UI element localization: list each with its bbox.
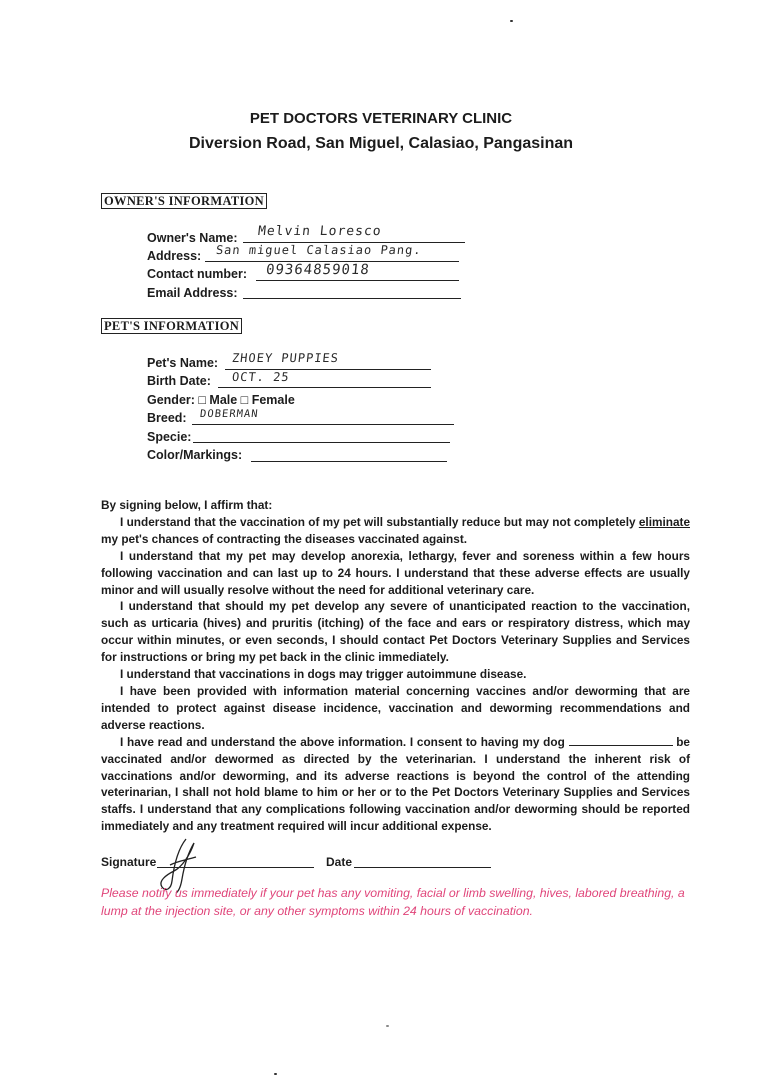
consent-p1-start: I understand that the vaccination of my pet will substantially reduce but may not completely [120,514,639,529]
clinic-name: PET DOCTORS VETERINARY CLINIC [249,110,513,127]
pet-section-heading: PET'S INFORMATION [101,318,242,334]
owner-name-label: Owner's Name: [147,231,238,245]
pet-specie-label: Specie: [147,430,192,444]
consent-paragraph-5: I have been provided with information material concerning vaccines and/or deworming that are intended to protect against disease incidence, vaccination and deworming recommendations and adverse reactions. [101,683,690,732]
pet-color-markings-label: Color/Markings: [147,448,243,462]
owner-address-label: Address: [147,249,202,263]
consent-statement [101,497,690,835]
consent-intro: By signing below, I affirm that: [101,498,273,512]
date-line [354,867,491,868]
owner-contact-line [256,280,459,281]
pet-gender-options[interactable]: Gender: □ Male □ Female [147,393,295,407]
owner-email-label: Email Address: [147,286,238,300]
signature-label: Signature [101,855,157,869]
pet-color-markings-line [251,461,447,462]
owner-contact-label: Contact number: [147,267,247,281]
owner-contact-field[interactable]: 09364859018 [265,262,371,278]
pet-name-field[interactable]: ZHOEY PUPPIES [231,351,340,365]
consent-paragraph-6 [101,734,690,835]
pet-birth-date-line [218,387,431,388]
pet-birth-date-field[interactable]: OCT. 25 [231,370,291,384]
owner-name-field[interactable]: Melvin Loresco [257,224,383,239]
consent-paragraph-4: I understand that vaccinations in dogs may trigger autoimmune disease. [120,667,527,682]
consent-paragraph-2: I understand that my pet may develop anorexia, lethargy, fever and soreness within a few hours following vaccination and can last up to 24 hours. I understand that these adverse effects are usually minor and will usually resolve without the need for additional veterinary care. [101,548,690,597]
pet-breed-line [192,424,454,425]
consent-paragraph-3: I understand that should my pet develop any severe of unanticipated reaction to the vaccination, such as urticaria (hives) and pruritis (itching) of the face and ears or respiratory distress, which may occur within minutes, or even seconds, I should contact Pet Doctors Veterinary Supplies and Services for instructions or bring my pet back in the clinic immediately. [101,599,690,665]
consent-paragraph-1 [101,514,690,548]
scan-speck [510,20,513,22]
consent-p6-start: I have read and understand the above information. I consent to having my dog [120,734,569,749]
clinic-address: Diversion Road, San Miguel, Calasiao, Pangasinan [188,135,574,152]
pet-name-label: Pet's Name: [147,356,219,370]
scan-speck [274,1073,277,1075]
dog-name-blank[interactable] [569,744,673,746]
owner-address-field[interactable]: San miguel Calasiao Pang. [215,243,423,257]
date-label: Date [326,855,353,869]
pet-breed-field[interactable]: DOBERMAN [199,408,260,420]
aftercare-notice: Please notify us immediately if your pet has any vomiting, facial or limb swelling, hives, labored breathing, a lump at the injection site, or any other symptoms within 24 hours of vaccination. [101,886,685,918]
consent-p6-end: be vaccinated and/or dewormed as directed by the veterinarian. I understand the inherent risk of vaccinations and/or deworming, and its adverse reactions is beyond the control of the attending veterinarian, I shall not hold blame to him or her or to the Pet Doctors Veterinary Supplies and Services staffs. I understand that any complications following vaccination and/or deworming should be reported immediately and any treatment required will incur additional expense. [101,734,690,834]
scan-speck [386,1025,389,1027]
consent-p1-underlined: eliminate [638,514,690,529]
pet-breed-label: Breed: [147,411,187,425]
consent-p1-end: my pet's chances of contracting the diseases vaccinated against. [101,531,468,546]
pet-specie-line [193,442,450,443]
owner-email-line [243,298,461,299]
pet-birth-date-label: Birth Date: [147,374,211,388]
owner-section-heading: OWNER'S INFORMATION [101,193,267,209]
